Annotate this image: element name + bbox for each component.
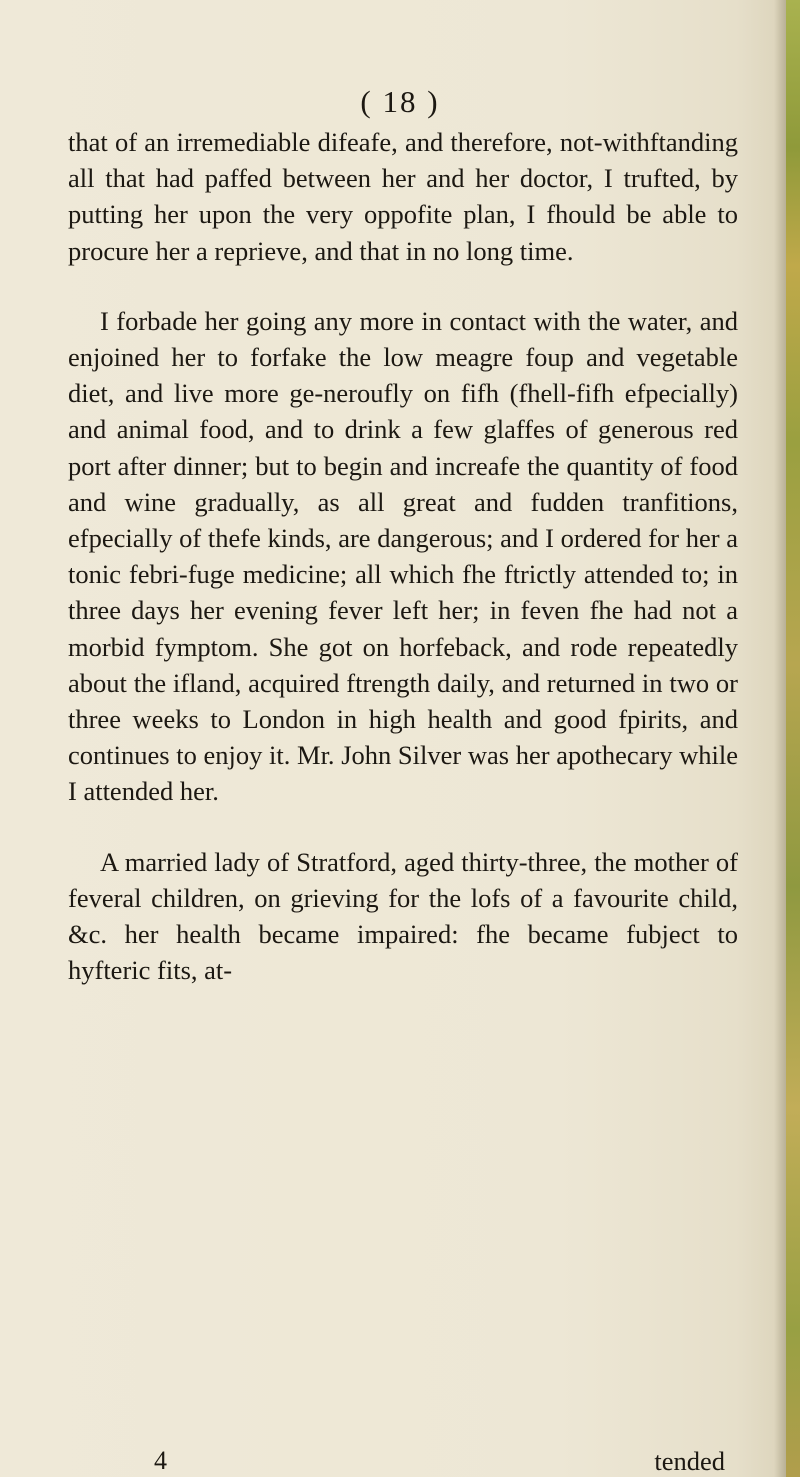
page-edge (786, 0, 800, 1477)
paragraph-3: A married lady of Stratford, aged thirty-three, the mother of feveral children, on grieving for the lofs of a favourite child, &c. her health became impaired: fhe became fubject to hyfteric fits, at- (68, 846, 738, 986)
signature-mark: 4 (154, 1446, 167, 1475)
page-number: ( 18 ) (360, 84, 440, 119)
catchword: tended (654, 1446, 725, 1476)
paragraph-1: that of an irremediable difeafe, and therefore, not-withftanding all that had paffed between her and her doctor, I trufted, by putting her upon the very oppofite plan, I fhould be able to procure her a reprieve, and that in no long time. (68, 127, 738, 266)
page-body (68, 124, 738, 1022)
page-gutter-shadow (774, 0, 786, 1477)
paragraph-2: I forbade her going any more in contact with the water, and enjoined her to forfake the low meagre foup and vegetable diet, and live more ge-neroufly on fifh (fhell-fifh efpecially) and animal food, and to drink a few glaffes of generous red port after dinner; but to begin and increafe the quantity of food and wine gradually, as all great and fudden tranfitions, efpecially of thefe kinds, are dangerous; and I ordered for her a tonic febri-fuge medicine; all which fhe ftrictly attended to; in three days her evening fever left her; in feven fhe had not a morbid fymptom. She got on horfeback, and rode repeatedly about the ifland, acquired ftrength daily, and returned in two or three weeks to London in high health and good fpirits, and continues to enjoy it. Mr. John Silver was her apothecary while I attended her. (68, 305, 738, 807)
